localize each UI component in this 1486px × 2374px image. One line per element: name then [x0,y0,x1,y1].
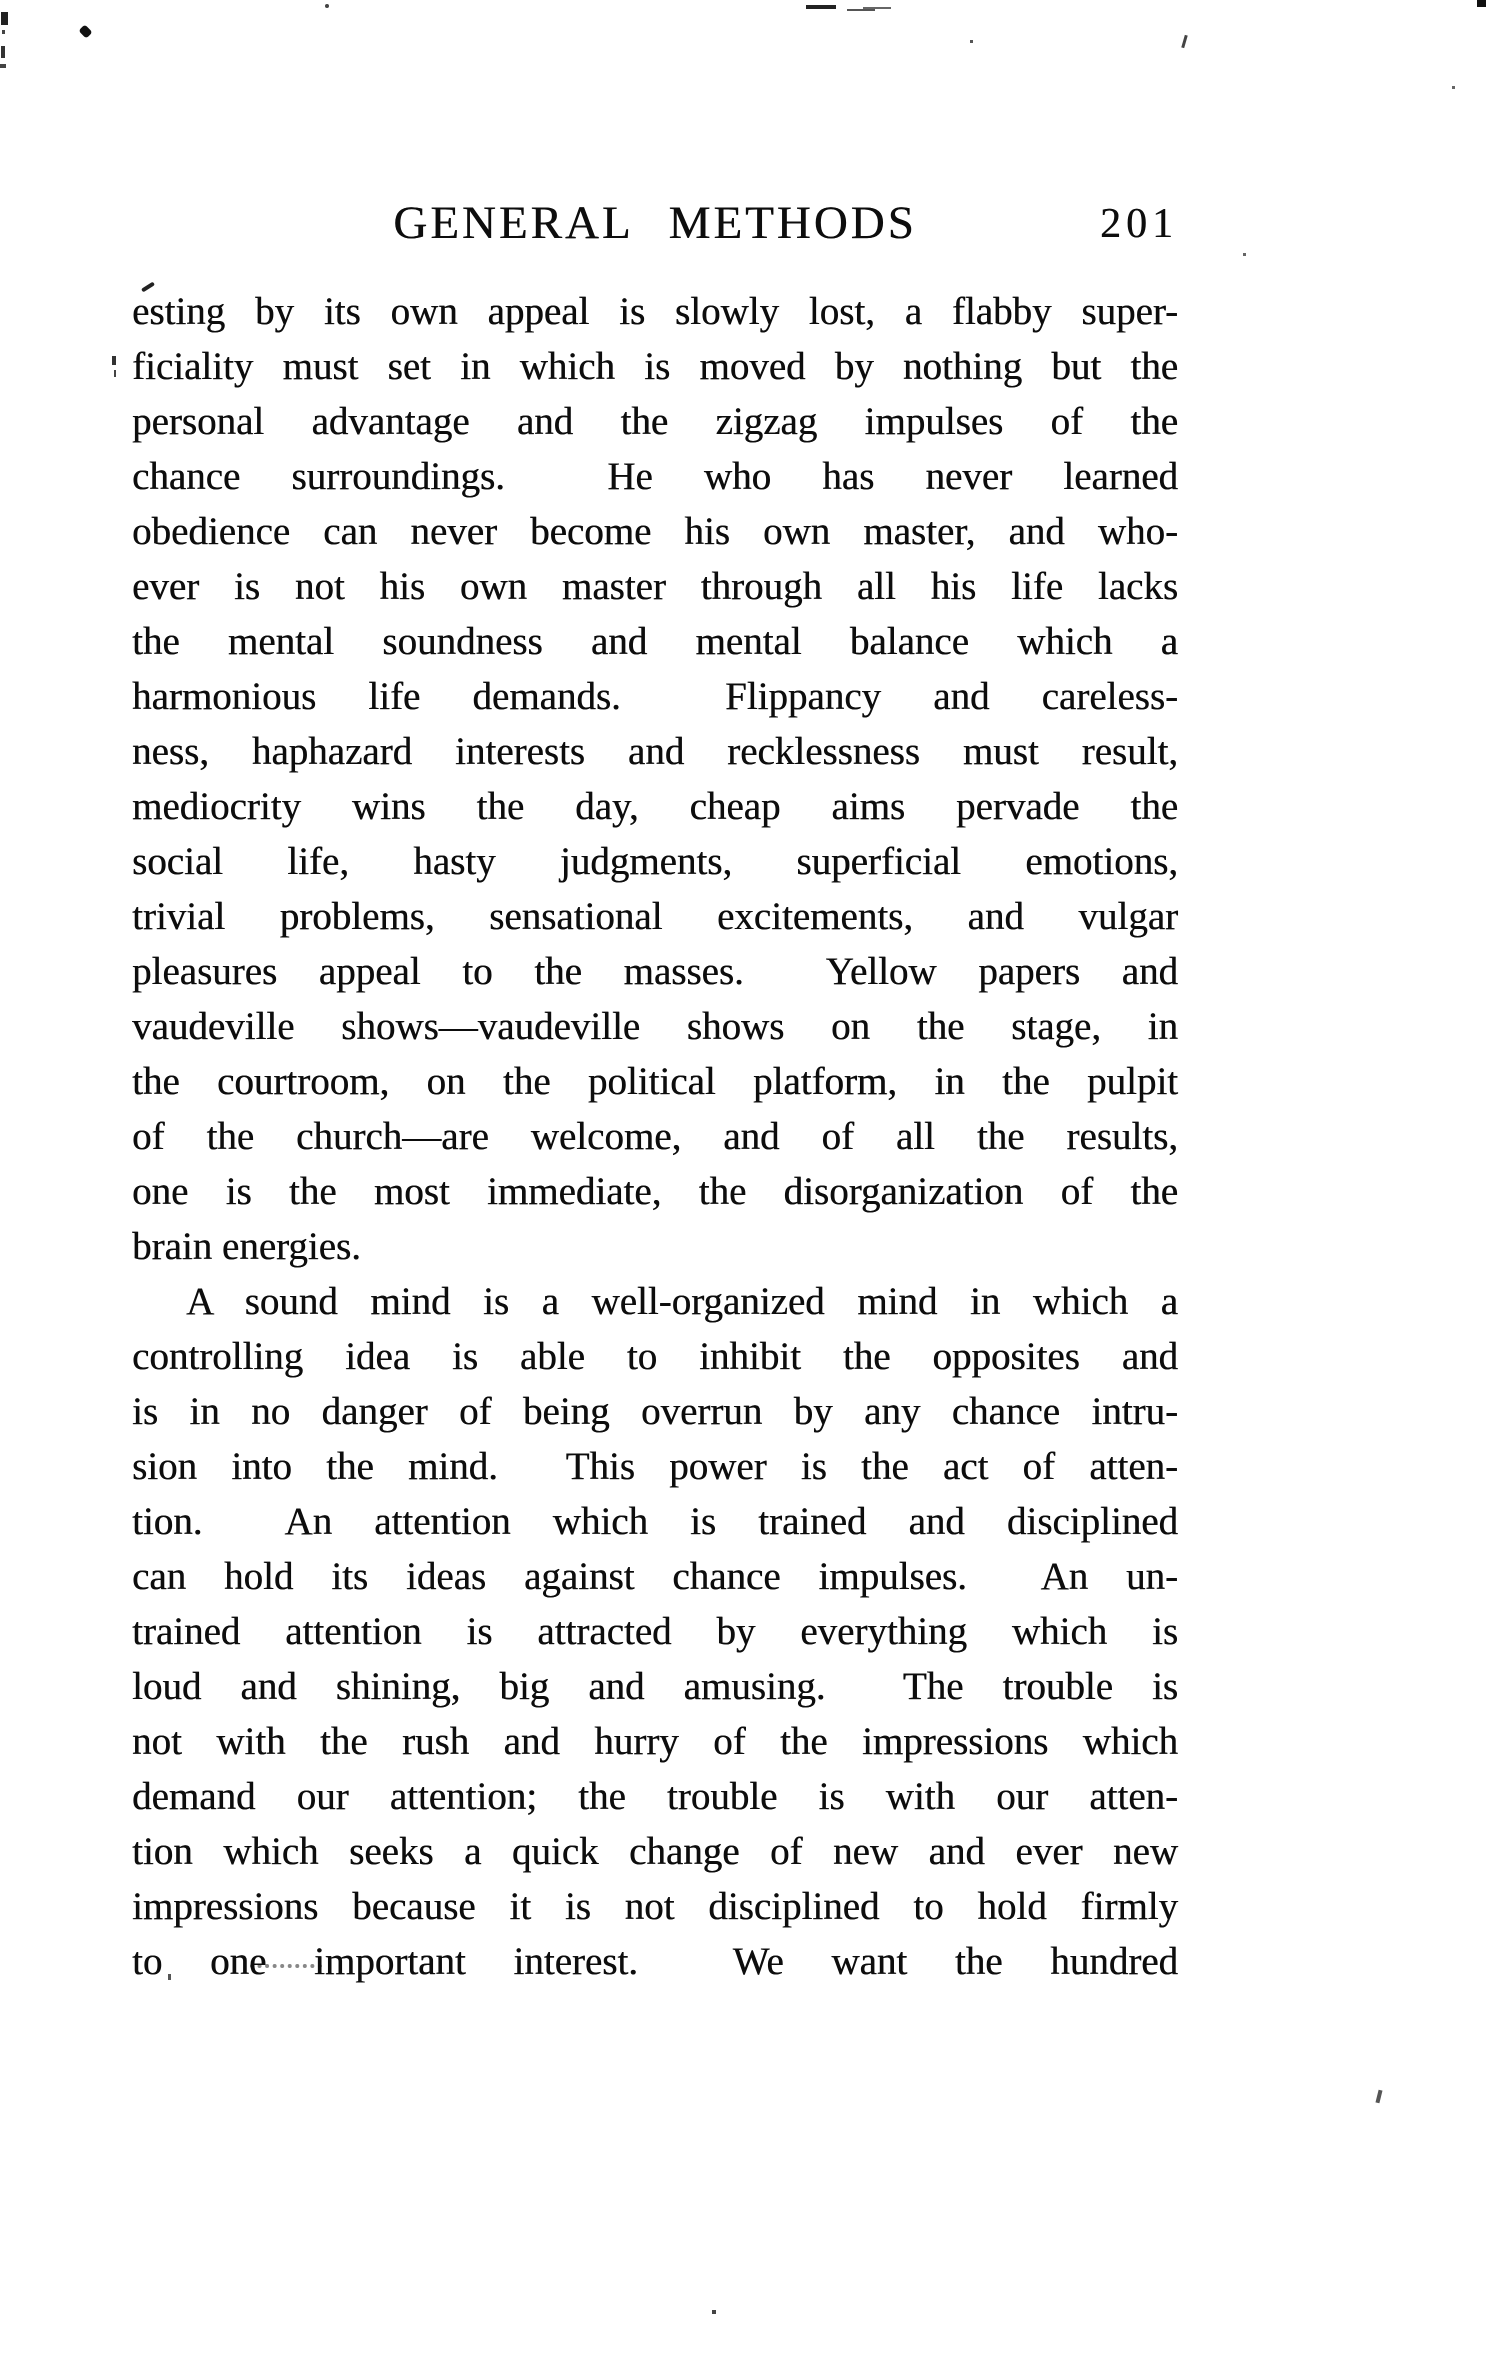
text-line: of the church—are welcome, and of all the results, [132,1115,1178,1158]
scan-artifact [1243,253,1246,256]
text-line: esting by its own appeal is slowly lost, a flabby super- [132,290,1178,333]
text-line: the courtroom, on the political platform, in the pulpit [132,1060,1178,1103]
text-line: to one important interest. We want the hundred [132,1940,1178,1983]
scan-artifact [1181,35,1187,48]
text-line: ficiality must set in which is moved by nothing but the [132,345,1178,388]
text-line: trivial problems, sensational excitements, and vulgar [132,895,1178,938]
text-line: mediocrity wins the day, cheap aims pervade the [132,785,1178,828]
text-line: A sound mind is a well-organized mind in which a [186,1280,1178,1323]
scan-artifact [0,64,6,68]
text-line: sion into the mind. This power is the act of atten- [132,1445,1178,1488]
chapter-title: GENERAL METHODS [393,197,917,249]
text-line: tion. An attention which is trained and disciplined [132,1500,1178,1543]
text-line: tion which seeks a quick change of new and ever new [132,1830,1178,1873]
body-text [132,284,1178,1989]
scan-artifact [1452,86,1455,89]
scan-artifact [806,5,836,9]
text-line: ness, haphazard interests and recklessness must result, [132,730,1178,773]
scan-artifact [78,24,92,38]
text-line: can hold its ideas against chance impulses. An un- [132,1555,1178,1598]
scan-artifact [712,2310,716,2314]
text-line: demand our attention; the trouble is with our atten- [132,1775,1178,1818]
text-line: loud and shining, big and amusing. The trouble is [132,1665,1178,1708]
scan-artifact [970,40,973,43]
scan-artifact [1375,2090,1382,2104]
scan-artifact [325,4,329,8]
text-line: obedience can never become his own master, and who- [132,510,1178,553]
text-line: impressions because it is not disciplined to hold firmly [132,1885,1178,1928]
text-line: social life, hasty judgments, superficial emotions, [132,840,1178,883]
text-line: trained attention is attracted by everything which is [132,1610,1178,1653]
text-line: not with the rush and hurry of the impressions which [132,1720,1178,1763]
text-line: brain energies. [132,1225,361,1268]
scan-artifact [1,12,8,25]
page-number: 201 [1100,201,1178,247]
text-line: personal advantage and the zigzag impulses of the [132,400,1178,443]
text-line: ever is not his own master through all his life lacks [132,565,1178,608]
text-line: vaudeville shows—vaudeville shows on the stage, in [132,1005,1178,1048]
text-line: pleasures appeal to the masses. Yellow papers and [132,950,1178,993]
scan-artifact [1,46,5,58]
scan-artifact [112,356,116,365]
scan-artifact [2,30,5,34]
text-line: is in no danger of being overrun by any chance intru- [132,1390,1178,1433]
text-line: harmonious life demands. Flippancy and careless- [132,675,1178,718]
scan-artifact [1477,0,1486,7]
text-line: one is the most immediate, the disorganization of the [132,1170,1178,1213]
text-line: chance surroundings. He who has never learned [132,455,1178,498]
running-header [132,196,1178,248]
text-line: the mental soundness and mental balance which a [132,620,1178,663]
text-line: controlling idea is able to inhibit the opposites and [132,1335,1178,1378]
